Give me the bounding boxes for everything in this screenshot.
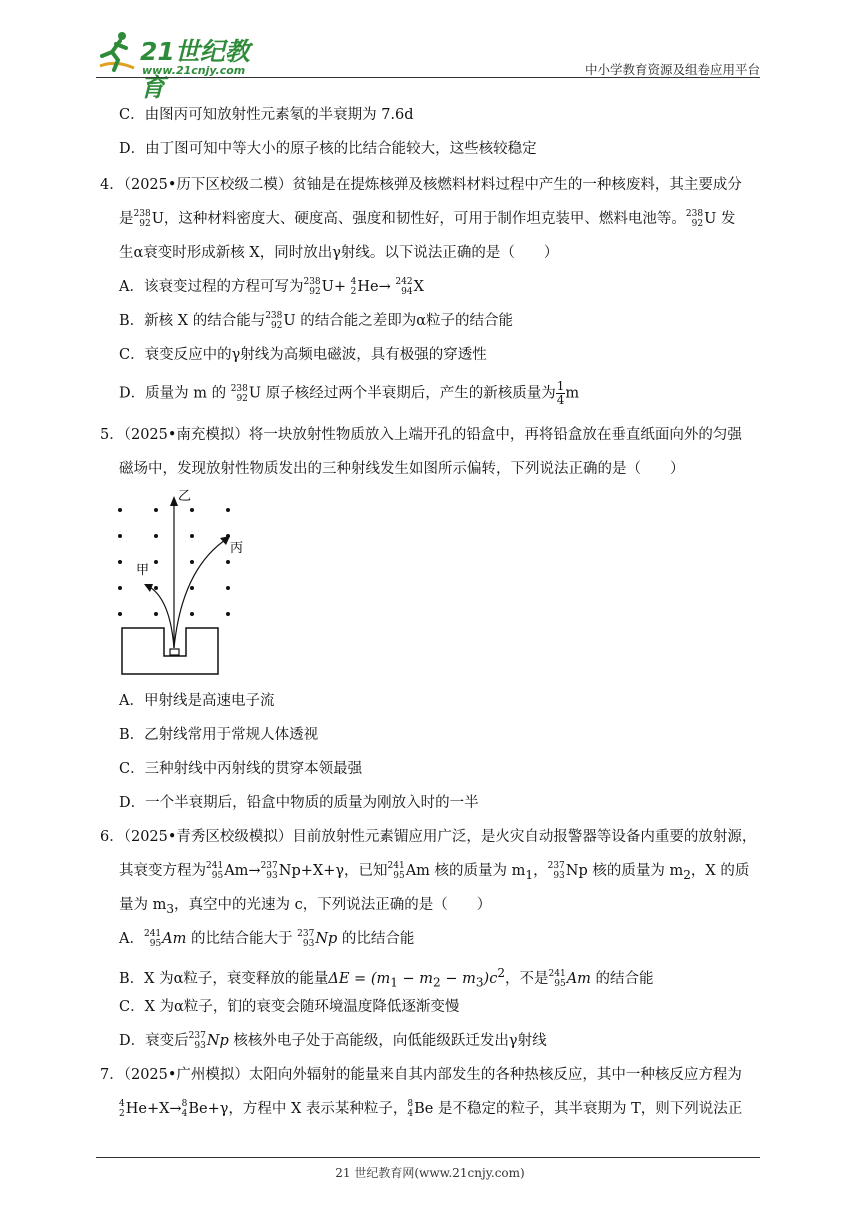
nuclide-he4: 4 2 [350,277,357,297]
fraction-one-quarter: $\frac{1}{4}$ [556,379,565,407]
q4-option-c: C．衰变反应中的γ射线为高频电磁波，具有极强的穿透性 [119,347,487,363]
nuclide-u238: 238 92 [685,209,704,229]
logo-text: 21世纪教育 [140,37,250,102]
q3-option-d: D．由丁图可知中等大小的原子核的比结合能较大，这些核较稳定 [119,141,537,157]
q5-option-a: A．甲射线是高速电子流 [119,693,275,709]
radioactive-sample [170,649,179,655]
nuclide-x242: 242 94 [395,277,413,297]
platform-name: 中小学教育资源及组卷应用平台 [584,62,760,77]
q5-stem-line1: 5．（2025•南充模拟）将一块放射性物质放入上端开孔的铅盒中，再将铅盒放在垂直纸面向外的匀强 [100,427,742,443]
radiation-deflection-figure [112,488,262,676]
label-jia: 甲 [136,563,150,578]
label-bing: 丙 [230,541,244,556]
nuclide-u238: 238 92 [230,383,248,404]
q6-option-d: D．衰变后 237 93 Np 核核外电子处于高能级，向低能级跃迁发出γ射线 [119,1031,547,1051]
nuclide-am241: 241 95 [206,861,224,881]
logo [96,30,266,102]
q7-stem-line2: 4 2 He+X→ 8 4 Be+γ，方程中 X 表示某种粒子， 8 4 Be 是不稳定的粒子，其半衰期为 T，则下列说法正 [119,1099,743,1119]
nuclide-be8: 8 4 [407,1099,414,1119]
nuclide-be8: 8 4 [181,1099,188,1119]
q5-stem-line2: 磁场中，发现放射性物质发出的三种射线发生如图所示偏转，下列说法正确的是（ ） [119,461,685,477]
q5-option-c: C．三种射线中丙射线的贯穿本领最强 [119,761,363,777]
footer-divider [96,1157,760,1158]
q4-option-d: D．质量为 m 的 238 92 U 原子核经过两个半衰期后，产生的新核质量为 $\frac{1}{4}$ m [119,379,580,407]
nuclide-am241: 241 95 [548,968,566,989]
ray-bing-path [174,538,228,648]
q4-stem-line3: 生α衰变时形成新核 X，同时放出γ射线。以下说法正确的是（ ） [119,245,559,261]
ray-yi-arrow [170,496,178,506]
nuclide-np237: 237 93 [547,861,565,881]
nuclide-u238: 238 92 [265,311,283,331]
q7-stem-line1: 7．（2025•广州模拟）太阳向外辐射的能量来自其内部发生的各种热核反应，其中一种核反应方程为 [100,1067,742,1083]
ray-jia-path [148,586,174,648]
nuclide-u238: 238 92 [133,209,151,229]
q6-stem-line3: 量为 $m_3$，真空中的光速为 c，下列说法正确的是（ ） [119,897,492,916]
q4-option-b: B．新核 X 的结合能与 238 92 U 的结合能之差即为α粒子的结合能 [119,311,514,331]
q5-option-d: D．一个半衰期后，铅盒中物质的质量为刚放入时的一半 [119,795,479,811]
runner-logo-icon [96,30,138,74]
nuclide-u238: 238 92 [303,277,321,297]
q4-stem-line1: 4．（2025•历下区校级二模）贫铀是在提炼核弹及核燃料材料过程中产生的一种核废料，其主要成分 [100,177,742,193]
logo-url: www.21cnjy.com [142,64,246,77]
nuclide-np237: 237 93 [260,861,278,881]
q5-option-b: B．乙射线常用于常规人体透视 [119,727,319,743]
q6-stem-line2: 其衰变方程为 241 95 Am→ 237 93 Np+X+γ，已知 241 95 Am 核的质量为 $m_1$， 237 93 Np 核的质量为 $m_2$，X 的质 [119,861,750,882]
ray-bing-arrow [220,536,230,545]
label-yi: 乙 [178,489,192,504]
nuclide-np237: 237 93 [188,1031,206,1051]
nuclide-he4: 4 2 [119,1099,125,1119]
q4-option-a: A．该衰变过程的方程可写为 238 92 U+ 4 2 He→ 242 94 X [119,277,424,297]
q6-option-b: B．X 为α粒子，衰变释放的能量$\Delta E = (m_1 - m_2 - m_3)c^2$，不是 241 95 Am 的结合能 [119,966,654,990]
footer-text: 21 世纪教育网(www.21cnjy.com) [335,1166,525,1180]
nuclide-am241: 241 95 [387,861,405,881]
q6-option-c: C．X 为α粒子，钔的衰变会随环境温度降低逐渐变慢 [119,999,460,1015]
q6-stem-line1: 6．（2025•青秀区校级模拟）目前放射性元素镅应用广泛，是火灾自动报警器等设备内重要的放射源， [100,829,757,845]
nuclide-np237: 237 93 [297,929,315,949]
q4-stem-line2: 是 238 92 U，这种材料密度大、硬度高、强度和韧性好，可用于制作坦克装甲、燃料电池等。 238 92 U 发 [119,209,736,229]
header-divider [96,77,760,78]
q3-option-c: C．由图丙可知放射性元素氡的半衰期为 7.6d [119,107,414,123]
q6-option-a: A． 241 95 Am 的比结合能大于 237 93 Np 的比结合能 [119,929,415,949]
nuclide-am241: 241 95 [143,929,162,949]
page-header [96,22,760,102]
